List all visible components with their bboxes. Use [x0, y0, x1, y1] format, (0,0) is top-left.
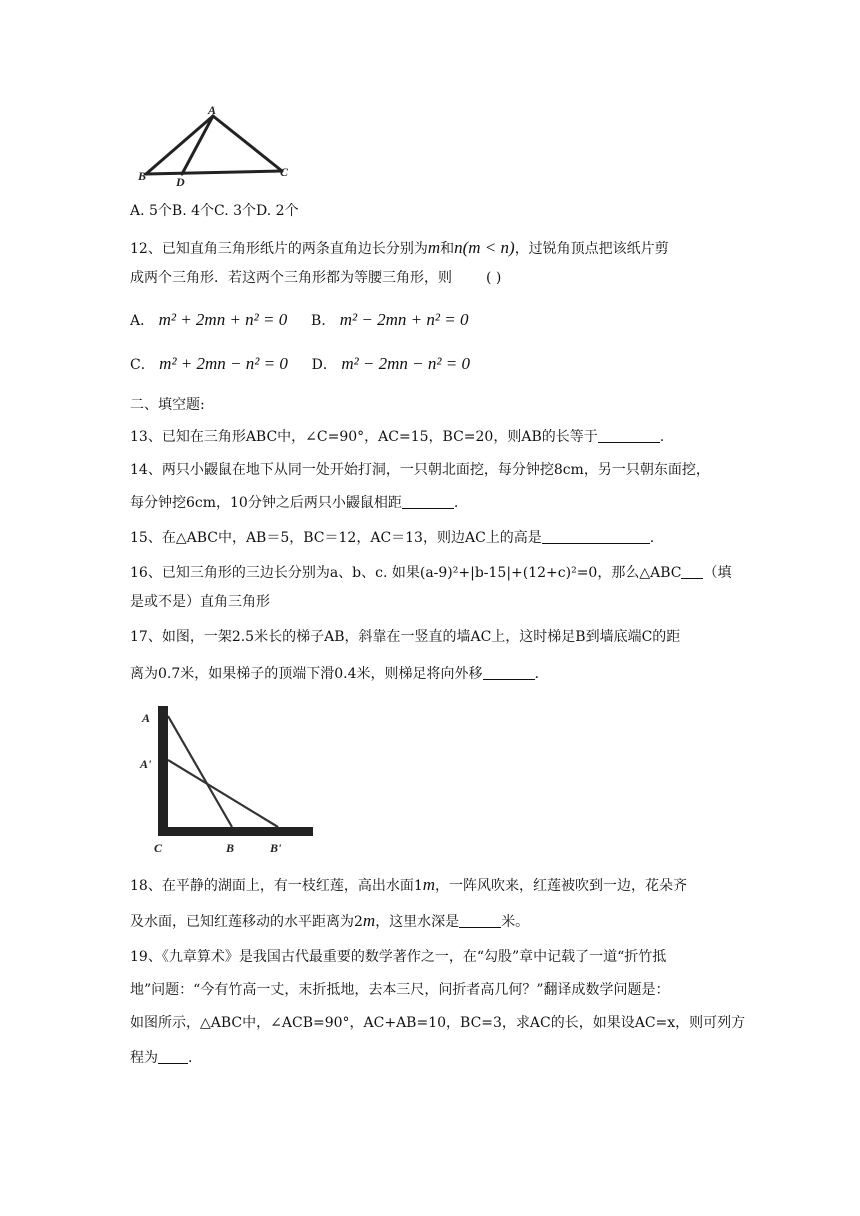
q19-line3: 如图所示，△ABC中，∠ACB=90°，AC+AB=10，BC=3，求AC的长，如果设AC=x，则可列方 — [130, 1015, 746, 1031]
q13-answer-blank[interactable] — [598, 428, 660, 443]
q18-line2 — [130, 911, 529, 932]
q18-text-d: ，这里水深是 — [375, 914, 460, 930]
q14-text: 每分钟挖6cm，10分钟之后两只小鼹鼠相距 — [130, 495, 402, 511]
q18-text-c: 及水面，已知红莲移动的水平距离为2 — [130, 914, 363, 930]
q12-text-b: ，过锐角顶点把该纸片剪 — [514, 241, 669, 257]
vertex-label-d: D — [176, 175, 185, 188]
vertex-label-c: C — [280, 165, 289, 179]
q12-options-cd — [130, 354, 470, 375]
q12-option-c-label: C． — [130, 357, 155, 373]
q12-option-b-label: B． — [311, 313, 336, 329]
q17-end: . — [534, 666, 539, 682]
q17-line1: 17、如图，一架2.5米长的梯子AB，斜靠在一竖直的墙AC上，这时梯足B到墙底端C的距 — [130, 629, 681, 645]
q15-text: 15、在△ABC中，AB＝5，BC＝12，AC＝13，则边AC上的高是 — [130, 530, 542, 546]
point-label-b-prime: B' — [270, 841, 282, 855]
q11-options: A. 5个B. 4个C. 3个D. 2个 — [130, 203, 299, 219]
q17-answer-blank[interactable] — [483, 665, 535, 680]
q18-unit-m1: m — [422, 875, 436, 894]
q19-line4 — [130, 1048, 192, 1068]
q18-unit-m2: m — [362, 911, 376, 930]
q12-option-c: m² + 2mn − n² = 0 — [159, 354, 288, 373]
q16-answer-blank[interactable] — [681, 564, 703, 579]
q12-option-d: m² − 2mn − n² = 0 — [341, 354, 470, 373]
q19-line2: 地”问题：“今有竹高一丈，末折抵地，去本三尺，问折者高几何？”翻译成数学问题是： — [130, 982, 670, 998]
q15 — [130, 528, 654, 548]
q16-line2: 是或不是）直角三角形 — [130, 594, 270, 610]
point-label-c: C — [154, 841, 163, 855]
q12-text-a: 12、已知直角三角形纸片的两条直角边长分别为 — [130, 241, 428, 257]
q18-text-b: ，一阵风吹来，红莲被吹到一边，花朵齐 — [435, 878, 688, 894]
vertex-label-b: B — [138, 169, 147, 183]
q16-text: 16、已知三角形的三边长分别为a、b、c. 如果(a-9)²+|b-15|+(12+c)²=0，那么△ABC — [130, 565, 682, 581]
q13-end: . — [659, 429, 665, 445]
q12-option-a: m² + 2mn + n² = 0 — [158, 310, 288, 329]
q18-answer-blank[interactable] — [459, 913, 501, 928]
q12-text-he: 和 — [440, 241, 455, 257]
q14-answer-blank[interactable] — [402, 494, 454, 509]
q18-text-a: 18、在平静的湖面上，有一枝红莲，高出水面1 — [130, 878, 423, 894]
ladder-wall-figure — [138, 700, 318, 860]
q16-line1-end: （填 — [703, 565, 732, 581]
point-label-b: B — [226, 841, 235, 855]
q12-option-b: m² − 2mn + n² = 0 — [339, 310, 469, 329]
q18-line1 — [130, 875, 687, 896]
point-label-a-prime: A' — [140, 757, 152, 771]
q17-line2 — [130, 664, 539, 684]
q12-line2-text: 成两个三角形．若这两个三角形都为等腰三角形，则 — [130, 270, 452, 286]
q15-answer-blank[interactable] — [542, 529, 650, 544]
q19-text: 程为 — [130, 1050, 158, 1066]
q14-line2 — [130, 493, 458, 513]
q12-line1 — [130, 238, 669, 259]
vertex-label-a: A — [208, 104, 217, 117]
section-heading-fill-in: 二、填空题: — [130, 397, 205, 413]
q13-text: 13、已知在三角形ABC中，∠C=90°，AC=15，BC=20，则AB的长等于 — [130, 429, 598, 445]
q12-option-a-label: A． — [130, 313, 155, 329]
q12-options-ab — [130, 310, 468, 331]
q19-line1: 19、《九章算术》是我国古代最重要的数学著作之一，在“勾股”章中记载了一道“折竹抵 — [130, 949, 667, 965]
q12-option-d-label: D． — [311, 357, 337, 373]
q18-end: 米。 — [501, 914, 530, 930]
q16-line1 — [130, 563, 731, 583]
q19-end: . — [188, 1050, 193, 1066]
triangle-abd-figure — [132, 104, 300, 188]
q12-condition: (m < n) — [462, 238, 515, 257]
q17-text: 离为0.7米，如果梯子的顶端下滑0.4米，则梯足将向外移 — [130, 666, 483, 682]
q19-answer-blank[interactable] — [158, 1049, 188, 1064]
q12-var-m: m — [427, 238, 441, 257]
point-label-a: A — [142, 711, 151, 725]
q14-end: . — [453, 495, 459, 511]
q15-end: . — [649, 530, 655, 546]
q12-var-n: n — [454, 238, 463, 257]
q12-answer-paren: ( ) — [486, 270, 502, 286]
q13 — [130, 427, 664, 447]
q14-line1: 14、两只小鼹鼠在地下从同一处开始打洞，一只朝北面挖，每分钟挖8cm，另一只朝东面挖， — [130, 462, 710, 478]
q12-line2 — [130, 268, 501, 288]
